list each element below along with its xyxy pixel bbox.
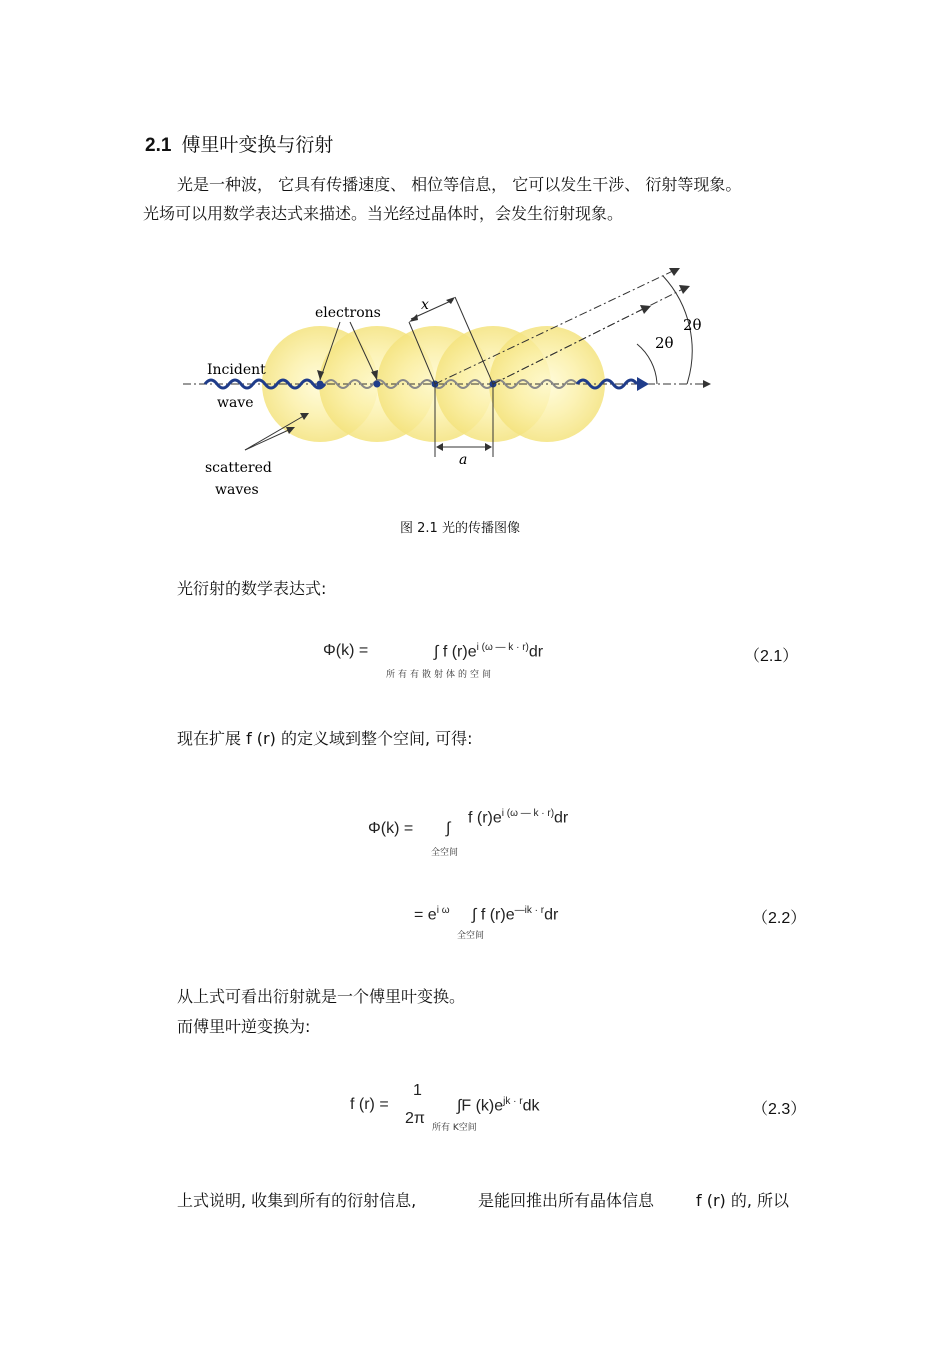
- a-arrowhead-left: [436, 443, 443, 451]
- eq3-denominator: 2π: [405, 1110, 425, 1127]
- eq1-exponent: i (ω — k · r): [476, 642, 529, 653]
- eq2b-lhs-exponent: i ω: [436, 905, 450, 916]
- eq2b-lhs: [414, 905, 450, 924]
- math-intro-text: 光衍射的数学表达式:: [177, 579, 327, 598]
- intro-line-1: 光是一种波， 它具有传播速度、 相位等信息， 它可以发生干涉、 衍射等现象。: [177, 175, 742, 194]
- label-scattered: scattered: [205, 460, 272, 476]
- label-wave: wave: [217, 395, 254, 411]
- eq3-integral-domain: 所有 K空间: [432, 1123, 477, 1133]
- scattered-pointer-2: [245, 428, 293, 450]
- eq1-lhs: Φ(k) =: [323, 642, 369, 659]
- eq2a-exponent: i (ω — k · r): [501, 808, 555, 819]
- label-incident: Incident: [207, 362, 266, 378]
- eq3-rhs-main: ∫F (k)e: [457, 1097, 504, 1115]
- scatter-ray-mid-arrow: [679, 285, 690, 294]
- label-x: x: [421, 297, 429, 313]
- eq2b-exponent: —ik · r: [514, 905, 545, 916]
- eq2-number: （2.2）: [752, 910, 807, 927]
- eq1-rhs-main: ∫ f (r)e: [434, 643, 477, 661]
- extend-text-after: 的定义域到整个空间, 可得:: [280, 729, 473, 748]
- section-title: 傅里叶变换与衍射: [181, 134, 334, 156]
- label-2theta-outer: 2θ: [683, 316, 702, 334]
- eq2b-lhs-main: = e: [414, 906, 437, 924]
- eq2b-differential: dr: [544, 906, 559, 924]
- conclusion-text-3: f (r) 的, 所以: [696, 1191, 790, 1210]
- angle-arc-inner: [637, 344, 657, 384]
- inverse-text: 而傅里叶逆变换为:: [177, 1017, 311, 1036]
- a-arrowhead-right: [485, 443, 492, 451]
- fourier-text: 从上式可看出衍射就是一个傅里叶变换。: [177, 987, 466, 1006]
- label-2theta-inner: 2θ: [655, 334, 674, 352]
- eq2a-rhs-main: f (r)e: [468, 809, 502, 827]
- eq2b-integral-domain: 全空间: [457, 931, 485, 941]
- eq3-number: （2.3）: [752, 1101, 807, 1118]
- eq1-integral-domain: 所有有散射体的空间: [386, 670, 495, 680]
- eq1-differential: dr: [528, 643, 544, 661]
- eq1-rhs: [434, 642, 543, 661]
- eq3-lhs: f (r) =: [350, 1096, 389, 1113]
- eq1-number: （2.1）: [744, 648, 799, 665]
- eq2b-rhs: [472, 905, 558, 924]
- x-arrowhead-left: [409, 314, 418, 322]
- extend-text: [177, 724, 473, 753]
- eq3-numerator: 1: [413, 1082, 422, 1099]
- electron-dot-2: [374, 381, 381, 388]
- conclusion-text-1: 上式说明, 收集到所有的衍射信息,: [177, 1191, 417, 1210]
- extend-text-before: 现在扩展 f (r): [177, 729, 276, 748]
- eq3-exponent: jk · r: [503, 1096, 523, 1107]
- eq2a-rhs: [468, 808, 568, 827]
- label-a: a: [459, 452, 468, 468]
- eq3-differential: dk: [522, 1097, 540, 1115]
- wave-arrowhead: [637, 377, 649, 391]
- eq3-rhs: [457, 1096, 540, 1115]
- label-waves: waves: [215, 482, 259, 498]
- eq2a-differential: dr: [554, 809, 569, 827]
- section-heading: [145, 130, 333, 157]
- section-number: 2.1: [145, 135, 172, 156]
- electron-dot-1: [317, 381, 324, 388]
- diffraction-figure: [175, 262, 715, 507]
- conclusion-text-2: 是能回推出所有晶体信息: [478, 1191, 655, 1210]
- intro-line-2: 光场可以用数学表达式来描述。当光经过晶体时，会发生衍射现象。: [143, 204, 624, 223]
- axis-arrowhead: [703, 380, 711, 388]
- eq2b-rhs-main: ∫ f (r)e: [472, 906, 515, 924]
- figure-caption: 图 2.1 光的传播图像: [400, 521, 520, 536]
- eq2a-integral: ∫: [446, 820, 451, 837]
- eq2a-integral-domain: 全空间: [431, 848, 459, 858]
- label-electrons: electrons: [315, 305, 381, 321]
- eq2a-lhs: Φ(k) =: [368, 820, 414, 837]
